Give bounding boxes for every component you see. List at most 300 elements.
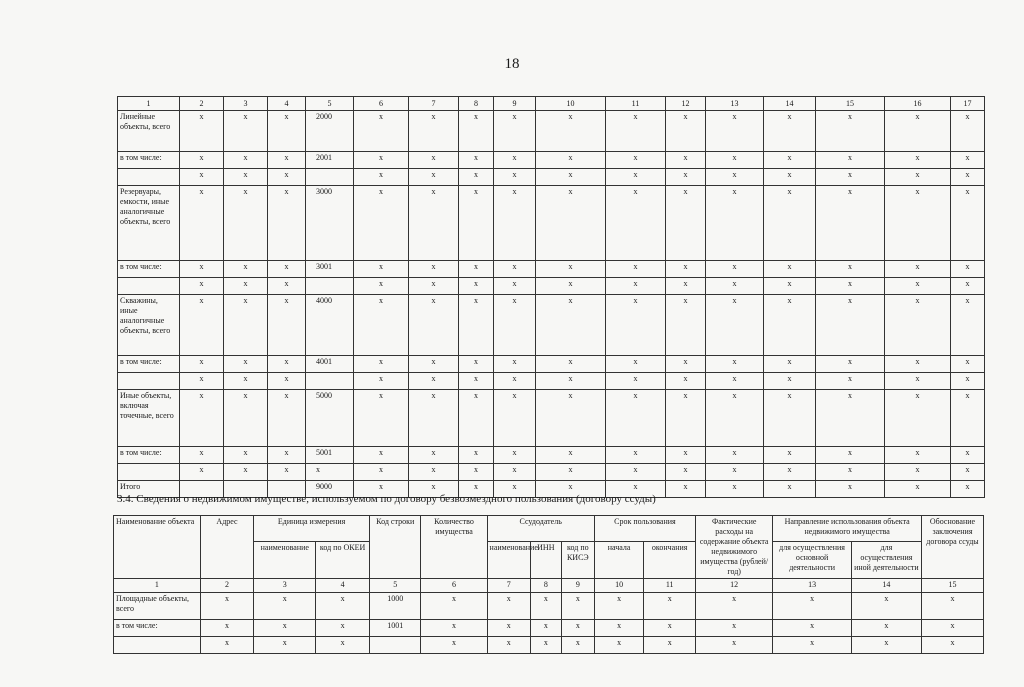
table-row xyxy=(114,593,984,620)
table-cell: x xyxy=(354,152,409,169)
table-cell: x xyxy=(459,373,494,390)
table-cell: x xyxy=(180,152,224,169)
table-cell: x xyxy=(851,620,921,637)
table-cell: x xyxy=(180,261,224,278)
table-cell: x xyxy=(494,356,536,373)
row-label xyxy=(118,169,180,186)
table-cell: x xyxy=(268,186,306,261)
header-term: Срок пользования xyxy=(594,516,695,542)
table-cell: x xyxy=(561,637,594,654)
table-cell: x xyxy=(885,295,951,356)
table-cell: x xyxy=(200,637,254,654)
row-label xyxy=(118,373,180,390)
table-cell: x xyxy=(606,481,666,498)
row-code: 3000 xyxy=(306,186,354,261)
table-cell: x xyxy=(536,111,606,152)
table-cell: x xyxy=(494,481,536,498)
table-cell: x xyxy=(268,390,306,447)
row-label: в том числе: xyxy=(118,356,180,373)
row-label xyxy=(118,278,180,295)
table-cell: x xyxy=(494,373,536,390)
table-cell: x xyxy=(254,637,316,654)
table-cell: x xyxy=(951,152,985,169)
table-cell xyxy=(369,637,421,654)
table-cell: x xyxy=(606,356,666,373)
table-cell: x xyxy=(536,447,606,464)
header-lender-name: наименование xyxy=(487,541,530,578)
table-cell: x xyxy=(180,169,224,186)
table-cell: x xyxy=(606,169,666,186)
table-cell: x xyxy=(816,186,885,261)
table-cell: x xyxy=(764,464,816,481)
table-cell: x xyxy=(459,390,494,447)
table-cell: x xyxy=(409,169,459,186)
table-cell: x xyxy=(764,186,816,261)
table-cell: x xyxy=(224,278,268,295)
table-cell: x xyxy=(816,278,885,295)
table-cell: x xyxy=(254,593,316,620)
table-cell: x xyxy=(494,464,536,481)
table-cell: x xyxy=(816,390,885,447)
table-cell: x xyxy=(816,111,885,152)
table-cell: x xyxy=(666,481,706,498)
table-cell: x xyxy=(606,152,666,169)
table-cell: x xyxy=(354,169,409,186)
table-cell: x xyxy=(885,186,951,261)
table-cell: x xyxy=(666,152,706,169)
column-number: 5 xyxy=(369,579,421,593)
row-code: 9000 xyxy=(306,481,354,498)
table-cell: x xyxy=(409,152,459,169)
table-cell: x xyxy=(816,261,885,278)
table-cell: x xyxy=(885,261,951,278)
table-cell: x xyxy=(316,620,370,637)
table-cell: x xyxy=(921,620,983,637)
table-cell: x xyxy=(268,295,306,356)
table-cell: x xyxy=(459,261,494,278)
header-expenses: Фактические расходы на содержание объекта недвижимого имущества (рублей/год) xyxy=(695,516,772,579)
row-code: 5000 xyxy=(306,390,354,447)
table-cell: x xyxy=(224,152,268,169)
table-cell: x xyxy=(180,356,224,373)
table-cell: x xyxy=(816,464,885,481)
table-cell: x xyxy=(354,261,409,278)
table-cell: x xyxy=(951,373,985,390)
table-cell: x xyxy=(706,295,764,356)
row-label xyxy=(118,464,180,481)
table-cell: x xyxy=(268,169,306,186)
table-cell: x xyxy=(268,111,306,152)
table-cell: x xyxy=(773,593,851,620)
table-cell: x xyxy=(494,278,536,295)
table-cell: x xyxy=(200,593,254,620)
table-cell: x xyxy=(706,373,764,390)
table-cell: x xyxy=(224,447,268,464)
table-cell: x xyxy=(606,111,666,152)
table-cell: x xyxy=(494,111,536,152)
row-label: в том числе: xyxy=(118,447,180,464)
table-cell: x xyxy=(268,261,306,278)
table-cell: x xyxy=(816,152,885,169)
table-cell: x xyxy=(695,593,772,620)
table-cell: x xyxy=(951,464,985,481)
table-cell: x xyxy=(316,637,370,654)
header-term-start: начала xyxy=(594,541,644,578)
table-cell: x xyxy=(180,390,224,447)
table-cell: x xyxy=(816,481,885,498)
table-cell: x xyxy=(594,620,644,637)
column-number: 11 xyxy=(644,579,696,593)
linear-objects-table xyxy=(117,96,985,498)
row-code: 4001 xyxy=(306,356,354,373)
table-cell: x xyxy=(180,464,224,481)
table-cell: x xyxy=(268,447,306,464)
column-number: 1 xyxy=(118,97,180,111)
table-cell: x xyxy=(530,637,561,654)
column-number: 9 xyxy=(561,579,594,593)
table-cell: x xyxy=(268,356,306,373)
table-cell: x xyxy=(316,593,370,620)
table-cell: x xyxy=(409,481,459,498)
table-cell: x xyxy=(224,464,268,481)
table-cell: x xyxy=(851,637,921,654)
row-label: в том числе: xyxy=(114,620,201,637)
table-cell: 1001 xyxy=(369,620,421,637)
table-cell: x xyxy=(354,373,409,390)
table-cell: x xyxy=(409,464,459,481)
table-cell: x xyxy=(494,152,536,169)
table-cell: x xyxy=(459,464,494,481)
table-cell: x xyxy=(354,447,409,464)
table-row xyxy=(118,390,985,447)
table-cell: 1000 xyxy=(369,593,421,620)
table-cell: x xyxy=(494,295,536,356)
table-cell: x xyxy=(536,390,606,447)
table-cell: x xyxy=(885,356,951,373)
table-cell: x xyxy=(885,390,951,447)
table-cell: x xyxy=(816,169,885,186)
header-quantity: Количество имущества xyxy=(421,516,487,579)
table-row xyxy=(118,295,985,356)
column-number: 13 xyxy=(706,97,764,111)
column-number: 14 xyxy=(764,97,816,111)
table-row xyxy=(118,261,985,278)
table-cell: x xyxy=(606,186,666,261)
table-cell: x xyxy=(180,186,224,261)
table-row xyxy=(118,169,985,186)
column-number: 2 xyxy=(180,97,224,111)
table-cell: x xyxy=(409,278,459,295)
table-cell: x xyxy=(459,278,494,295)
table-cell: x xyxy=(764,278,816,295)
column-number: 9 xyxy=(494,97,536,111)
table-cell: x xyxy=(180,111,224,152)
table-cell: x xyxy=(816,447,885,464)
table-cell: x xyxy=(459,111,494,152)
table-cell: x xyxy=(666,356,706,373)
table-cell: x xyxy=(224,356,268,373)
table-cell: x xyxy=(487,593,530,620)
table-cell: x xyxy=(606,261,666,278)
table-cell: x xyxy=(200,620,254,637)
table-cell: x xyxy=(536,464,606,481)
table-cell: x xyxy=(666,169,706,186)
table-row xyxy=(118,186,985,261)
table-cell: x xyxy=(951,186,985,261)
header-address: Адрес xyxy=(200,516,254,579)
header-unit-name: наименование xyxy=(254,541,316,578)
table-cell: x xyxy=(354,481,409,498)
column-number: 8 xyxy=(459,97,494,111)
table-cell: x xyxy=(224,261,268,278)
table-cell: x xyxy=(666,390,706,447)
table-cell: x xyxy=(706,447,764,464)
table-cell: x xyxy=(536,295,606,356)
column-number: 7 xyxy=(409,97,459,111)
table-cell: x xyxy=(421,637,487,654)
column-number: 8 xyxy=(530,579,561,593)
table-cell: x xyxy=(951,481,985,498)
column-number: 2 xyxy=(200,579,254,593)
row-label: в том числе: xyxy=(118,152,180,169)
table-cell: x xyxy=(224,295,268,356)
table-cell: x xyxy=(180,278,224,295)
row-code xyxy=(306,373,354,390)
table-cell: x xyxy=(951,356,985,373)
header-row-code: Код строки xyxy=(369,516,421,579)
table-cell: x xyxy=(666,186,706,261)
table-cell: x xyxy=(606,278,666,295)
table-cell: x xyxy=(459,186,494,261)
table-cell: x xyxy=(409,356,459,373)
table-cell: x xyxy=(764,373,816,390)
row-label: в том числе: xyxy=(118,261,180,278)
column-number: 14 xyxy=(851,579,921,593)
table-cell: x xyxy=(951,390,985,447)
table-cell: x xyxy=(459,169,494,186)
header-kise: код по КИСЭ xyxy=(561,541,594,578)
table-cell: x xyxy=(706,261,764,278)
column-number: 3 xyxy=(254,579,316,593)
table-cell: x xyxy=(354,356,409,373)
header-unit-code: код по ОКЕИ xyxy=(316,541,370,578)
column-number: 7 xyxy=(487,579,530,593)
table-cell: x xyxy=(885,278,951,295)
table-cell: x xyxy=(594,593,644,620)
table-cell: x xyxy=(561,620,594,637)
table-cell: x xyxy=(268,278,306,295)
table-cell: x xyxy=(224,169,268,186)
table-row xyxy=(118,464,985,481)
column-number: 6 xyxy=(421,579,487,593)
row-code: x xyxy=(306,464,354,481)
table-cell: x xyxy=(536,169,606,186)
header-term-end: окончания xyxy=(644,541,696,578)
table-cell: x xyxy=(773,637,851,654)
page-number: 18 xyxy=(504,56,520,72)
table-cell: x xyxy=(224,390,268,447)
table-cell: x xyxy=(536,356,606,373)
table-cell: x xyxy=(666,373,706,390)
table-cell: x xyxy=(354,186,409,261)
table-cell: x xyxy=(180,373,224,390)
table-cell: x xyxy=(885,447,951,464)
table-cell: x xyxy=(536,481,606,498)
table-cell: x xyxy=(885,464,951,481)
row-code: 3001 xyxy=(306,261,354,278)
column-number: 1 xyxy=(114,579,201,593)
table-cell: x xyxy=(885,481,951,498)
table-cell: x xyxy=(706,464,764,481)
table-cell: x xyxy=(951,278,985,295)
table-cell: x xyxy=(764,356,816,373)
table-cell: x xyxy=(695,637,772,654)
table-cell: x xyxy=(885,152,951,169)
table-cell: x xyxy=(409,186,459,261)
table-cell: x xyxy=(816,295,885,356)
column-number: 12 xyxy=(666,97,706,111)
table-cell: x xyxy=(706,111,764,152)
column-number: 10 xyxy=(594,579,644,593)
column-number: 15 xyxy=(921,579,983,593)
table-cell: x xyxy=(764,261,816,278)
table-row xyxy=(118,111,985,152)
row-code: 2000 xyxy=(306,111,354,152)
column-number: 11 xyxy=(606,97,666,111)
column-number: 4 xyxy=(316,579,370,593)
table-cell: x xyxy=(354,464,409,481)
table-cell: x xyxy=(354,390,409,447)
column-number: 10 xyxy=(536,97,606,111)
table-cell: x xyxy=(951,261,985,278)
table-cell: x xyxy=(666,464,706,481)
row-code: 4000 xyxy=(306,295,354,356)
table-cell: x xyxy=(224,111,268,152)
table-cell: x xyxy=(421,593,487,620)
column-number: 17 xyxy=(951,97,985,111)
row-label: Резервуары, емкости, иные аналогичные объекты, всего xyxy=(118,186,180,261)
column-number: 12 xyxy=(695,579,772,593)
table-cell: x xyxy=(706,481,764,498)
header-direction: Направление использования объекта недвижимого имущества xyxy=(773,516,922,542)
table-cell: x xyxy=(180,295,224,356)
table-cell: x xyxy=(224,373,268,390)
table-cell: x xyxy=(409,390,459,447)
header-justification: Обоснование заключения договора ссуды xyxy=(921,516,983,579)
table-row xyxy=(118,152,985,169)
table-cell: x xyxy=(921,637,983,654)
table-cell: x xyxy=(459,356,494,373)
row-code xyxy=(306,169,354,186)
table-cell: x xyxy=(494,261,536,278)
table-cell: x xyxy=(494,186,536,261)
table-cell: x xyxy=(644,637,696,654)
table-cell: x xyxy=(536,152,606,169)
table-cell: x xyxy=(921,593,983,620)
table-cell: x xyxy=(459,295,494,356)
table-cell: x xyxy=(409,295,459,356)
table-cell: x xyxy=(885,169,951,186)
column-number: 3 xyxy=(224,97,268,111)
table-cell: x xyxy=(885,373,951,390)
table-cell: x xyxy=(951,295,985,356)
table-cell: x xyxy=(706,169,764,186)
table-cell: x xyxy=(951,447,985,464)
table-cell: x xyxy=(666,278,706,295)
table-cell: x xyxy=(409,447,459,464)
table-cell: x xyxy=(644,620,696,637)
column-number: 6 xyxy=(354,97,409,111)
table-cell: x xyxy=(268,152,306,169)
table-cell: x xyxy=(354,295,409,356)
row-label: Иные объекты, включая точечные, всего xyxy=(118,390,180,447)
table-cell: x xyxy=(816,373,885,390)
column-number: 5 xyxy=(306,97,354,111)
table-cell: x xyxy=(536,186,606,261)
table-cell: x xyxy=(354,278,409,295)
row-label: Скважины, иные аналогичные объекты, всего xyxy=(118,295,180,356)
table-cell: x xyxy=(254,620,316,637)
table-cell: x xyxy=(606,373,666,390)
table-cell: x xyxy=(459,481,494,498)
table-cell: x xyxy=(666,261,706,278)
table-cell: x xyxy=(494,390,536,447)
table-cell: x xyxy=(494,169,536,186)
header-inn: ИНН xyxy=(530,541,561,578)
table-cell: x xyxy=(409,373,459,390)
table-cell: x xyxy=(487,637,530,654)
table-cell: x xyxy=(536,278,606,295)
row-label: Площадные объекты, всего xyxy=(114,593,201,620)
table-cell: x xyxy=(951,169,985,186)
row-code: 5001 xyxy=(306,447,354,464)
table-cell: x xyxy=(764,169,816,186)
header-dir-main: для осуществления основной деятельности xyxy=(773,541,851,578)
header-object-name: Наименование объекта xyxy=(114,516,201,579)
row-code: 2001 xyxy=(306,152,354,169)
table-cell: x xyxy=(764,111,816,152)
row-code xyxy=(306,278,354,295)
table-cell: x xyxy=(666,447,706,464)
table-cell: x xyxy=(409,261,459,278)
header-lender: Ссудодатель xyxy=(487,516,594,542)
table-cell: x xyxy=(851,593,921,620)
table-cell: x xyxy=(487,620,530,637)
column-number: 15 xyxy=(816,97,885,111)
table-cell: x xyxy=(421,620,487,637)
table-cell: x xyxy=(706,152,764,169)
free-use-property-table xyxy=(113,515,984,654)
table-cell: x xyxy=(268,373,306,390)
row-label: Линейные объекты, всего xyxy=(118,111,180,152)
table-cell: x xyxy=(459,447,494,464)
table-cell: x xyxy=(706,186,764,261)
table-row xyxy=(118,373,985,390)
table-cell: x xyxy=(606,447,666,464)
column-number: 4 xyxy=(268,97,306,111)
section-title: 3.4. Сведения о недвижимом имуществе, используемом по договору безвозмездного пользования (договору ссуды) xyxy=(117,493,656,505)
row-label: Итого xyxy=(118,481,180,498)
table-cell: x xyxy=(606,464,666,481)
table-cell: x xyxy=(180,447,224,464)
table-cell: x xyxy=(764,447,816,464)
table-row xyxy=(118,447,985,464)
table-cell: x xyxy=(695,620,772,637)
header-unit: Единица измерения xyxy=(254,516,370,542)
table-row xyxy=(118,278,985,295)
table-cell: x xyxy=(706,356,764,373)
table-cell: x xyxy=(561,593,594,620)
